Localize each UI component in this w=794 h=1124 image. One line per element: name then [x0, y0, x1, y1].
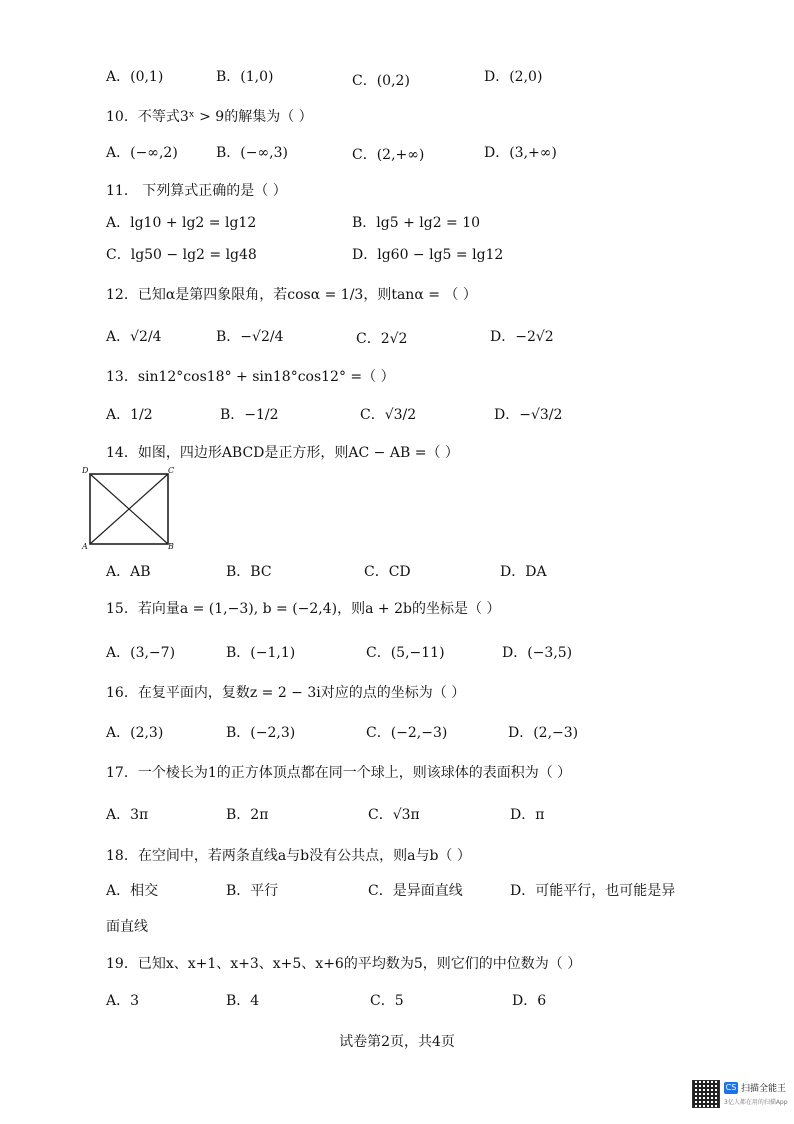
q11-option-c: C．lg50 − lg2 = lg48 [106, 247, 257, 263]
q15-option-b: B．(−1,1) [226, 645, 296, 661]
q16-option-d: D．(2,−3) [508, 725, 579, 741]
q19-option-a: A．3 [106, 993, 140, 1009]
square-abcd-figure [84, 468, 180, 556]
q17-option-b: B．2π [226, 807, 269, 823]
q16-option-c: C．(−2,−3) [366, 725, 448, 741]
option-b: B．(1,0) [216, 69, 274, 85]
option-d: D．(2,0) [484, 69, 543, 85]
qr-code-icon [692, 1080, 720, 1108]
q11-option-a: A．lg10 + lg2 = lg12 [106, 215, 257, 231]
q12-option-b: B．−√2/4 [216, 329, 284, 345]
q18-option-d-continuation: 面直线 [106, 919, 148, 935]
q13-option-c: C．√3/2 [360, 407, 417, 423]
vertex-label-b: B [168, 542, 174, 551]
q17-option-c: C．√3π [368, 807, 420, 823]
q19-option-c: C．5 [370, 993, 404, 1009]
q13-option-b: B．−1/2 [220, 407, 279, 423]
vertex-label-a: A [82, 542, 88, 551]
q18-option-b: B．平行 [226, 883, 279, 899]
q13-option-a: A．1/2 [106, 407, 153, 423]
question-18-stem: 18．在空间中，若两条直线a与b没有公共点，则a与b（ ） [106, 848, 471, 864]
q18-option-c: C．是异面直线 [368, 883, 463, 899]
q14-option-b: B．BC [226, 564, 272, 580]
question-12-stem: 12．已知α是第四象限角，若cosα = 1/3，则tanα = （ ） [106, 287, 477, 303]
page-footer: 试卷第2页，共4页 [339, 1034, 455, 1050]
question-17-stem: 17．一个棱长为1的正方体顶点都在同一个球上，则该球体的表面积为（ ） [106, 765, 572, 781]
q10-option-b: B．(−∞,3) [216, 145, 288, 161]
option-a: A．(0,1) [106, 69, 164, 85]
q19-option-d: D．6 [512, 993, 547, 1009]
q12-option-a: A．√2/4 [106, 329, 162, 345]
q17-option-a: A．3π [106, 807, 149, 823]
q16-option-b: B．(−2,3) [226, 725, 296, 741]
q12-option-c: C．2√2 [356, 331, 408, 347]
scanner-app-tagline: 3亿人都在用的扫描App [724, 1099, 788, 1106]
q15-option-d: D．(−3,5) [502, 645, 573, 661]
q14-option-d: D．DA [500, 564, 547, 580]
scanner-app-name: 扫描全能王 [741, 1084, 787, 1094]
question-19-stem: 19．已知x、x+1、x+3、x+5、x+6的平均数为5，则它们的中位数为（ ） [106, 956, 582, 972]
question-15-stem: 15．若向量a = (1,−3), b = (−2,4)，则a + 2b的坐标是（ ） [106, 601, 501, 617]
q11-option-d: D．lg60 − lg5 = lg12 [352, 247, 504, 263]
question-16-stem: 16．在复平面内，复数z = 2 − 3i对应的点的坐标为（ ） [106, 685, 466, 701]
scanner-watermark [692, 1080, 788, 1110]
q15-option-a: A．(3,−7) [106, 645, 176, 661]
option-c: C．(0,2) [352, 73, 410, 89]
q18-option-a: A．相交 [106, 883, 159, 899]
q18-option-d: D．可能平行，也可能是异 [510, 883, 676, 899]
question-14-stem: 14．如图，四边形ABCD是正方形，则AC − AB =（ ） [106, 445, 459, 461]
q14-option-c: C．CD [364, 564, 411, 580]
vertex-label-c: C [168, 466, 175, 475]
q16-option-a: A．(2,3) [106, 725, 164, 741]
q10-option-c: C．(2,+∞) [352, 147, 425, 163]
q10-option-d: D．(3,+∞) [484, 145, 557, 161]
square-diagram [84, 468, 180, 552]
cs-logo-icon: CS [725, 1083, 737, 1092]
vertex-label-d: D [82, 466, 89, 475]
question-10-stem: 10．不等式3ˣ > 9的解集为（ ） [106, 109, 313, 125]
q13-option-d: D．−√3/2 [494, 407, 563, 423]
q15-option-c: C．(5,−11) [366, 645, 445, 661]
q19-option-b: B．4 [226, 993, 260, 1009]
q10-option-a: A．(−∞,2) [106, 145, 178, 161]
question-11-stem: 11． 下列算式正确的是（ ） [106, 183, 287, 199]
q14-option-a: A．AB [106, 564, 151, 580]
q12-option-d: D．−2√2 [490, 329, 554, 345]
q17-option-d: D．π [510, 807, 545, 823]
question-13-stem: 13．sin12°cos18° + sin18°cos12° =（ ） [106, 369, 395, 385]
q11-option-b: B．lg5 + lg2 = 10 [352, 215, 481, 231]
